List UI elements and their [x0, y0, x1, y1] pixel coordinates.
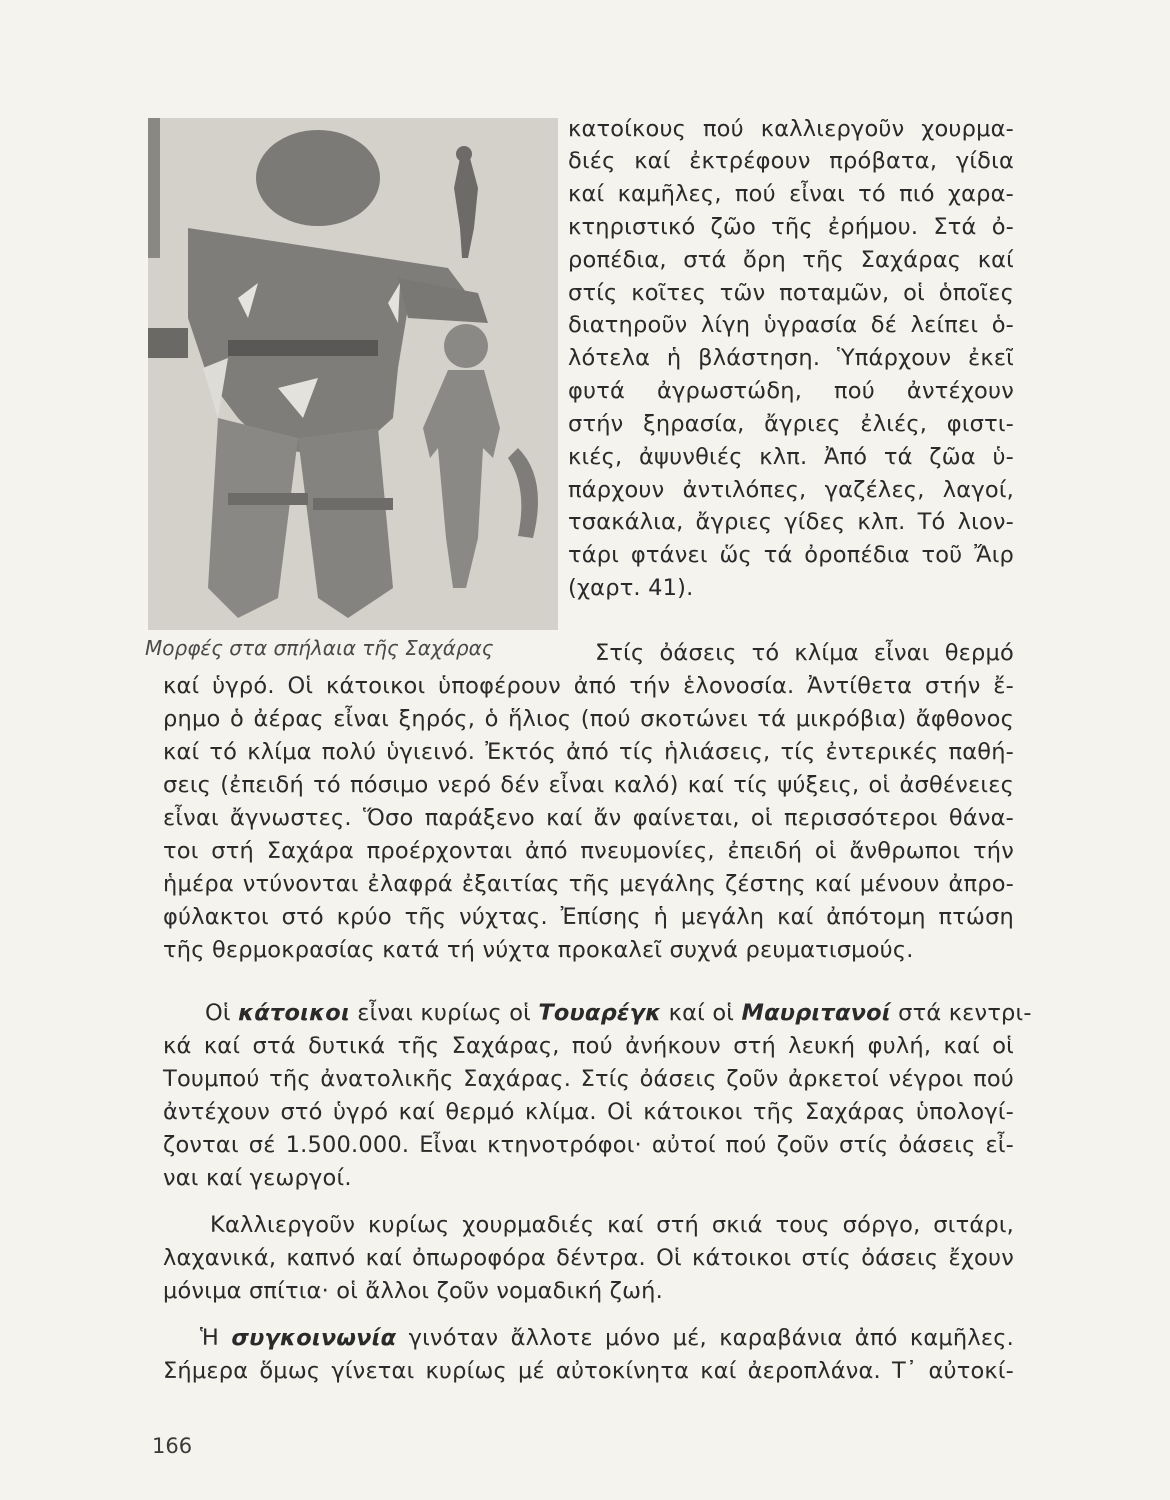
paragraph-first-line: Στίς ὀάσεις τό κλίμα εἶναι θερμό — [595, 640, 1014, 666]
emphasis-communication: συγκοινωνία — [231, 1325, 397, 1351]
text-line: εἶναι ἄγνωστες. Ὅσο παράξενο καί ἄν φαίνεται, οἱ περισσότεροι θάνα- — [163, 805, 1014, 831]
text-line: τοι στή Σαχάρα προέρχονται ἀπό πνευμονίες, ἐπειδή οἱ ἄνθρωποι τήν — [163, 838, 1014, 864]
text-line: λότελα ἡ βλάστηση. Ὑπάρχουν ἐκεῖ — [568, 345, 1014, 371]
text-line: ἀντέχουν στό ὑγρό καί θερμό κλίμα. Οἱ κάτοικοι τῆς Σαχάρας ὑπολογί- — [163, 1099, 1014, 1125]
text-run: καί οἱ — [661, 1000, 742, 1026]
text-line: φυτά ἀγρωστώδη, πού ἀντέχουν — [568, 378, 1014, 404]
text-line: πάρχουν ἀντιλόπες, γαζέλες, λαγοί, — [568, 477, 1014, 503]
text-line: ναι καί γεωργοί. — [163, 1165, 352, 1191]
text-run: στά κεντρι- — [890, 1000, 1032, 1026]
text-line: τάρι φτάνει ὥς τά ὀροπέδια τοῦ Ἄιρ — [568, 542, 1014, 568]
emphasis-mauritanians: Μαυριτανοί — [741, 1000, 891, 1026]
text-line: τσακάλια, ἄγριες γίδες κλπ. Τό λιον- — [568, 509, 1014, 535]
text-line: διατηροῦν λίγη ὑγρασία δέ λείπει ὁ- — [568, 312, 1014, 338]
text-line: καί καμῆλες, πού εἶναι τό πιό χαρα- — [568, 181, 1014, 207]
text-line: ρημο ὁ ἀέρας εἶναι ξηρός, ὁ ἥλιος (πού σκοτώνει τά μικρόβια) ἄφθονος — [163, 706, 1014, 732]
text-line: Σήμερα ὅμως γίνεται κυρίως μέ αὐτοκίνητα καί ἀεροπλάνα. Τ᾽ αὐτοκί- — [163, 1358, 1014, 1384]
text-line: διές καί ἐκτρέφουν πρόβατα, γίδια — [568, 148, 1014, 174]
emphasis-tuareg: Τουαρέγκ — [538, 1000, 662, 1026]
figure-caption: Μορφές στα σπήλαια τῆς Σαχάρας — [145, 636, 494, 660]
text-line: κά καί στά δυτικά τῆς Σαχάρας, πού ἀνήκουν στή λευκή φυλή, καί οἱ — [163, 1033, 1014, 1059]
paragraph-first-line: Καλλιεργοῦν κυρίως χουρμαδιές καί στή σκιά τους σόργο, σιτάρι, — [210, 1212, 1014, 1238]
page-number: 166 — [152, 1434, 193, 1458]
text-run: Ἡ — [200, 1325, 232, 1351]
text-line: κατοίκους πού καλλιεργοῦν χουρμα- — [568, 116, 1014, 142]
text-line: ροπέδια, στά ὄρη τῆς Σαχάρας καί — [568, 247, 1014, 273]
paragraph-first-line — [200, 1323, 1014, 1353]
text-line: φύλακτοι στό κρύο τῆς νύχτας. Ἐπίσης ἡ μεγάλη καί ἀπότομη πτώση — [163, 904, 1014, 930]
text-run: εἶναι κυρίως οἱ — [349, 1000, 539, 1026]
paragraph-first-line — [205, 998, 1032, 1028]
cave-painting-figure — [148, 118, 558, 630]
text-line: μόνιμα σπίτια· οἱ ἄλλοι ζοῦν νομαδική ζωή. — [163, 1278, 663, 1304]
text-line: στήν ξηρασία, ἄγριες ἐλιές, φιστι- — [568, 411, 1014, 437]
cave-painting-image — [148, 118, 558, 630]
text-line: στίς κοῖτες τῶν ποταμῶν, οἱ ὁποῖες — [568, 280, 1014, 306]
text-line: κιές, ἀψυνθιές κλπ. Ἀπό τά ζῶα ὑ- — [568, 444, 1014, 470]
text-line: καί ὑγρό. Οἱ κάτοικοι ὑποφέρουν ἀπό τήν ἑλονοσία. Ἀντίθετα στήν ἔ- — [163, 673, 1014, 699]
text-line: κτηριστικό ζῶο τῆς ἐρήμου. Στά ὀ- — [568, 214, 1014, 240]
text-line: σεις (ἐπειδή τό πόσιμο νερό δέν εἶναι καλό) καί τίς ψύξεις, οἱ ἀσθένειες — [163, 772, 1014, 798]
text-line: τῆς θερμοκρασίας κατά τή νύχτα προκαλεῖ συχνά ρευματισμούς. — [163, 937, 914, 963]
text-line: λαχανικά, καπνό καί ὀπωροφόρα δέντρα. Οἱ κάτοικοι στίς ὀάσεις ἔχουν — [163, 1245, 1014, 1271]
text-line: καί τό κλίμα πολύ ὑγιεινό. Ἐκτός ἀπό τίς ἡλιάσεις, τίς ἐντερικές παθή- — [163, 739, 1014, 765]
text-run: γινόταν ἄλλοτε μόνο μέ, καραβάνια ἀπό καμῆλες. — [396, 1325, 1014, 1351]
emphasis-inhabitants: κάτοικοι — [238, 1000, 350, 1026]
text-line: ζονται σέ 1.500.000. Εἶναι κτηνοτρόφοι· αὐτοί πού ζοῦν στίς ὀάσεις εἶ- — [163, 1132, 1014, 1158]
text-line: (χαρτ. 41). — [568, 575, 694, 601]
text-line: Τουμπού τῆς ἀνατολικῆς Σαχάρας. Στίς ὀάσεις ζοῦν ἀρκετοί νέγροι πού — [163, 1066, 1014, 1092]
text-run: Οἱ — [205, 1000, 239, 1026]
text-line: ἡμέρα ντύνονται ἐλαφρά ἐξαιτίας τῆς μεγάλης ζέστης καί μένουν ἀπρο- — [163, 871, 1014, 897]
